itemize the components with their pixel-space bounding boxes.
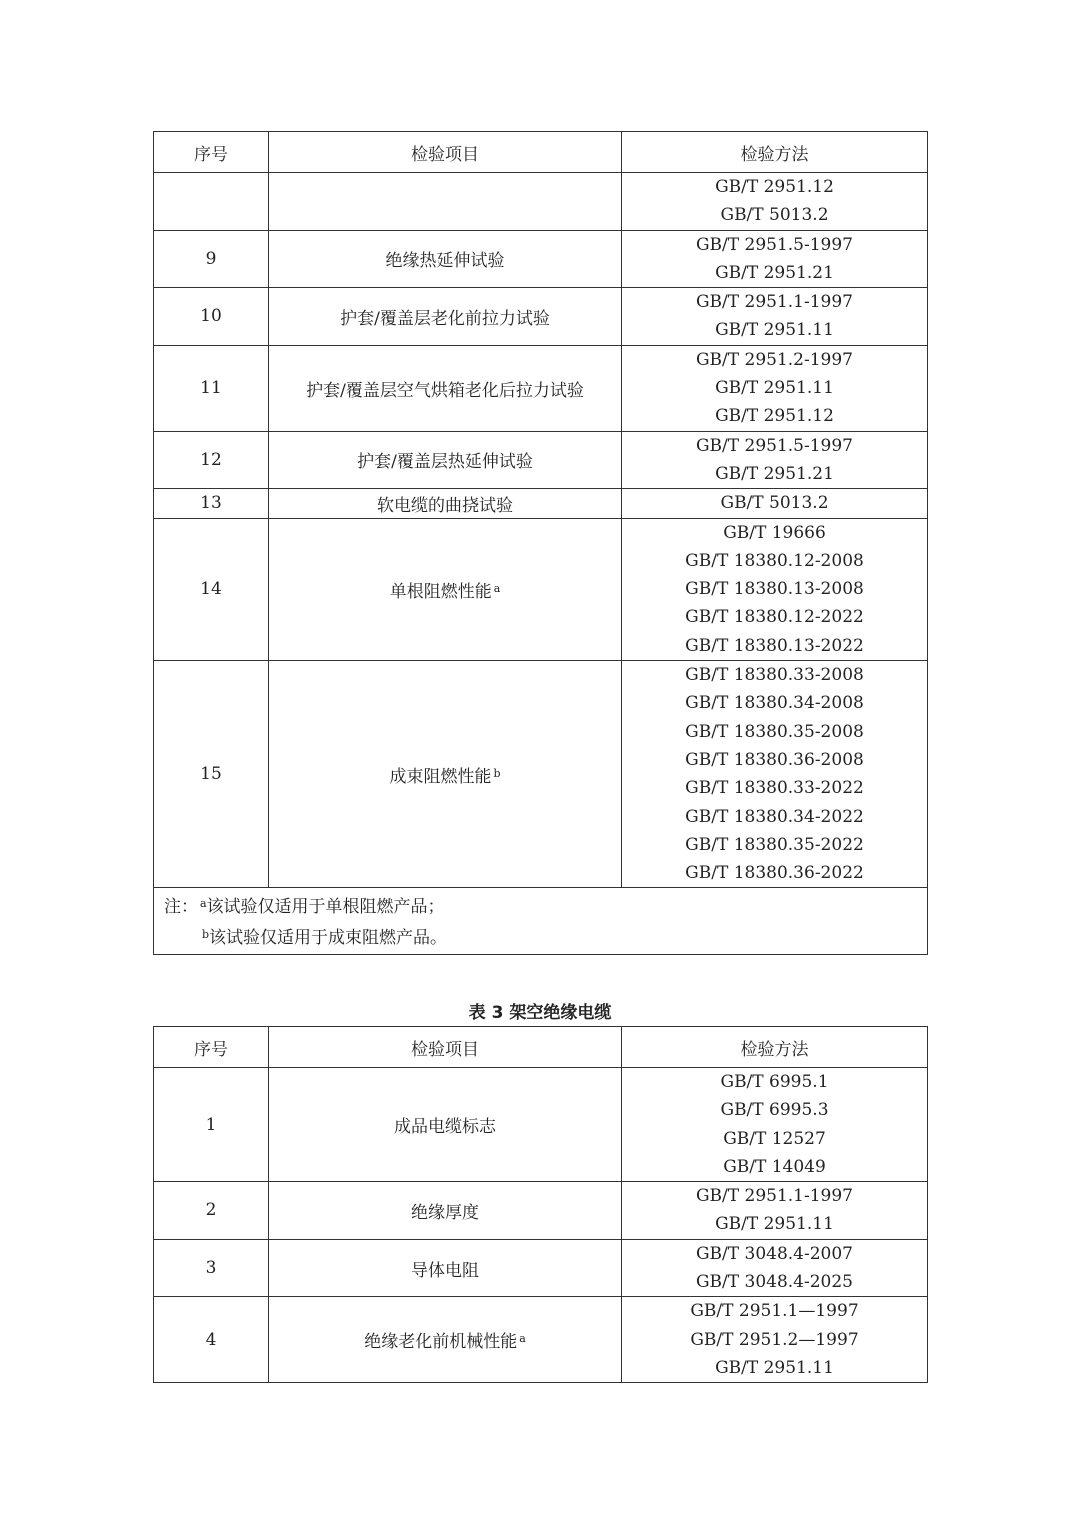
method-standard: GB/T 14049	[723, 1156, 826, 1177]
row-methods	[622, 1182, 928, 1240]
row-item	[269, 288, 622, 346]
header-method: 检验方法	[622, 132, 928, 173]
method-standard: GB/T 2951.11	[715, 1357, 834, 1378]
method-standard: GB/T 18380.36-2008	[685, 749, 864, 770]
row-item-text: 软电缆的曲挠试验	[377, 495, 513, 516]
header-no: 序号	[154, 132, 269, 173]
row-methods	[622, 230, 928, 288]
table-row	[154, 431, 928, 489]
method-standard: GB/T 5013.2	[720, 205, 829, 226]
method-standard: GB/T 3048.4-2007	[695, 1243, 854, 1264]
row-item-text: 绝缘厚度	[411, 1202, 479, 1223]
row-methods	[622, 489, 928, 518]
method-standard: GB/T 18380.34-2022	[685, 806, 864, 827]
table-row	[154, 288, 928, 346]
method-standard: GB/T 18380.12-2008	[685, 550, 864, 571]
method-standard: GB/T 5013.2	[720, 493, 829, 514]
row-methods	[622, 173, 928, 231]
table-body	[154, 1068, 928, 1383]
method-standard: GB/T 18380.34-2008	[685, 693, 864, 714]
note-line-2	[164, 921, 927, 952]
row-item-text: 护套/覆盖层老化前拉力试验	[340, 308, 550, 329]
table-row	[154, 345, 928, 431]
row-item-text: 单根阻燃性能	[389, 581, 492, 602]
note-prefix: 注：	[164, 897, 198, 918]
table-note-row	[154, 888, 928, 955]
header-no: 序号	[154, 1027, 269, 1068]
note-text-b: 该试验仅适用于成束阻燃产品。	[209, 928, 448, 949]
row-item-footnote-mark: b	[493, 766, 501, 780]
row-methods	[622, 288, 928, 346]
note-sup-b: b	[202, 928, 210, 942]
row-methods	[622, 345, 928, 431]
method-standard: GB/T 2951.1-1997	[695, 292, 854, 313]
note-text-a: 该试验仅适用于单根阻燃产品；	[206, 897, 445, 918]
method-standard: GB/T 12527	[723, 1128, 826, 1149]
row-item	[269, 230, 622, 288]
method-standard: GB/T 2951.5-1997	[695, 435, 854, 456]
table-row	[154, 230, 928, 288]
row-item-text: 成束阻燃性能	[389, 766, 492, 787]
method-standard: GB/T 2951.2—1997	[690, 1329, 859, 1350]
row-number: 4	[154, 1297, 269, 1383]
row-number: 11	[154, 345, 269, 431]
row-item-footnote-mark: a	[519, 1332, 526, 1346]
table3-caption: 表 3 架空绝缘电缆	[468, 1003, 612, 1023]
inspection-table-3	[153, 1026, 928, 1383]
method-standard: GB/T 3048.4-2025	[695, 1272, 854, 1293]
row-methods	[622, 1239, 928, 1297]
row-methods	[622, 1068, 928, 1182]
row-item	[269, 345, 622, 431]
note-line-1	[164, 890, 927, 921]
note-sup-a: a	[200, 897, 207, 911]
row-methods	[622, 518, 928, 660]
method-standard: GB/T 18380.12-2022	[685, 607, 864, 628]
method-standard: GB/T 18380.33-2008	[685, 665, 864, 686]
table-row	[154, 173, 928, 231]
row-item	[269, 1182, 622, 1240]
row-number: 3	[154, 1239, 269, 1297]
row-item	[269, 173, 622, 231]
row-item	[269, 1239, 622, 1297]
row-item-text: 护套/覆盖层空气烘箱老化后拉力试验	[306, 380, 584, 401]
method-standard: GB/T 2951.12	[715, 177, 834, 197]
table-row	[154, 489, 928, 518]
table-row	[154, 661, 928, 888]
method-standard: GB/T 18380.35-2008	[685, 721, 864, 742]
row-number: 14	[154, 518, 269, 660]
header-item: 检验项目	[269, 132, 622, 173]
table-note	[154, 888, 928, 955]
row-item	[269, 518, 622, 660]
header-item: 检验项目	[269, 1027, 622, 1068]
row-number: 2	[154, 1182, 269, 1240]
row-number: 9	[154, 230, 269, 288]
method-standard: GB/T 19666	[723, 522, 826, 543]
method-standard: GB/T 6995.3	[720, 1100, 829, 1121]
method-standard: GB/T 2951.21	[715, 262, 834, 283]
method-standard: GB/T 2951.11	[715, 378, 834, 399]
method-standard: GB/T 2951.1—1997	[690, 1301, 859, 1322]
method-standard: GB/T 2951.11	[715, 1214, 834, 1235]
row-item-footnote-mark: a	[493, 581, 501, 595]
row-number: 10	[154, 288, 269, 346]
table-row	[154, 1239, 928, 1297]
row-item-text: 绝缘热延伸试验	[385, 251, 505, 272]
row-item-text: 成品电缆标志	[394, 1117, 496, 1138]
row-item	[269, 489, 622, 518]
method-standard: GB/T 2951.12	[715, 406, 834, 427]
row-methods	[622, 661, 928, 888]
table-header-row	[154, 1027, 928, 1068]
row-number: 1	[154, 1068, 269, 1182]
method-standard: GB/T 6995.1	[720, 1072, 829, 1092]
row-number: 12	[154, 431, 269, 489]
row-item-text: 绝缘老化前机械性能	[364, 1332, 518, 1353]
method-standard: GB/T 18380.35-2022	[685, 834, 864, 855]
method-standard: GB/T 2951.21	[715, 463, 834, 484]
method-standard: GB/T 2951.5-1997	[695, 234, 854, 255]
row-methods	[622, 431, 928, 489]
row-item	[269, 431, 622, 489]
method-standard: GB/T 18380.13-2008	[685, 579, 864, 600]
row-number: 13	[154, 489, 269, 518]
row-item	[269, 1297, 622, 1383]
row-number	[154, 173, 269, 231]
row-item-text: 护套/覆盖层热延伸试验	[357, 452, 533, 473]
row-item-text: 导体电阻	[411, 1260, 479, 1281]
row-number: 15	[154, 661, 269, 888]
method-standard: GB/T 18380.33-2022	[685, 778, 864, 799]
method-standard: GB/T 2951.11	[715, 320, 834, 341]
table-row	[154, 1182, 928, 1240]
table-body	[154, 173, 928, 888]
method-standard: GB/T 18380.36-2022	[685, 863, 864, 884]
row-item	[269, 661, 622, 888]
method-standard: GB/T 2951.1-1997	[695, 1186, 854, 1207]
method-standard: GB/T 2951.2-1997	[695, 349, 854, 370]
table-row	[154, 1068, 928, 1182]
table-row	[154, 518, 928, 660]
table-row	[154, 1297, 928, 1383]
table-header-row	[154, 132, 928, 173]
inspection-table-continued	[153, 131, 928, 955]
row-methods	[622, 1297, 928, 1383]
header-method: 检验方法	[622, 1027, 928, 1068]
row-item	[269, 1068, 622, 1182]
method-standard: GB/T 18380.13-2022	[685, 635, 864, 656]
